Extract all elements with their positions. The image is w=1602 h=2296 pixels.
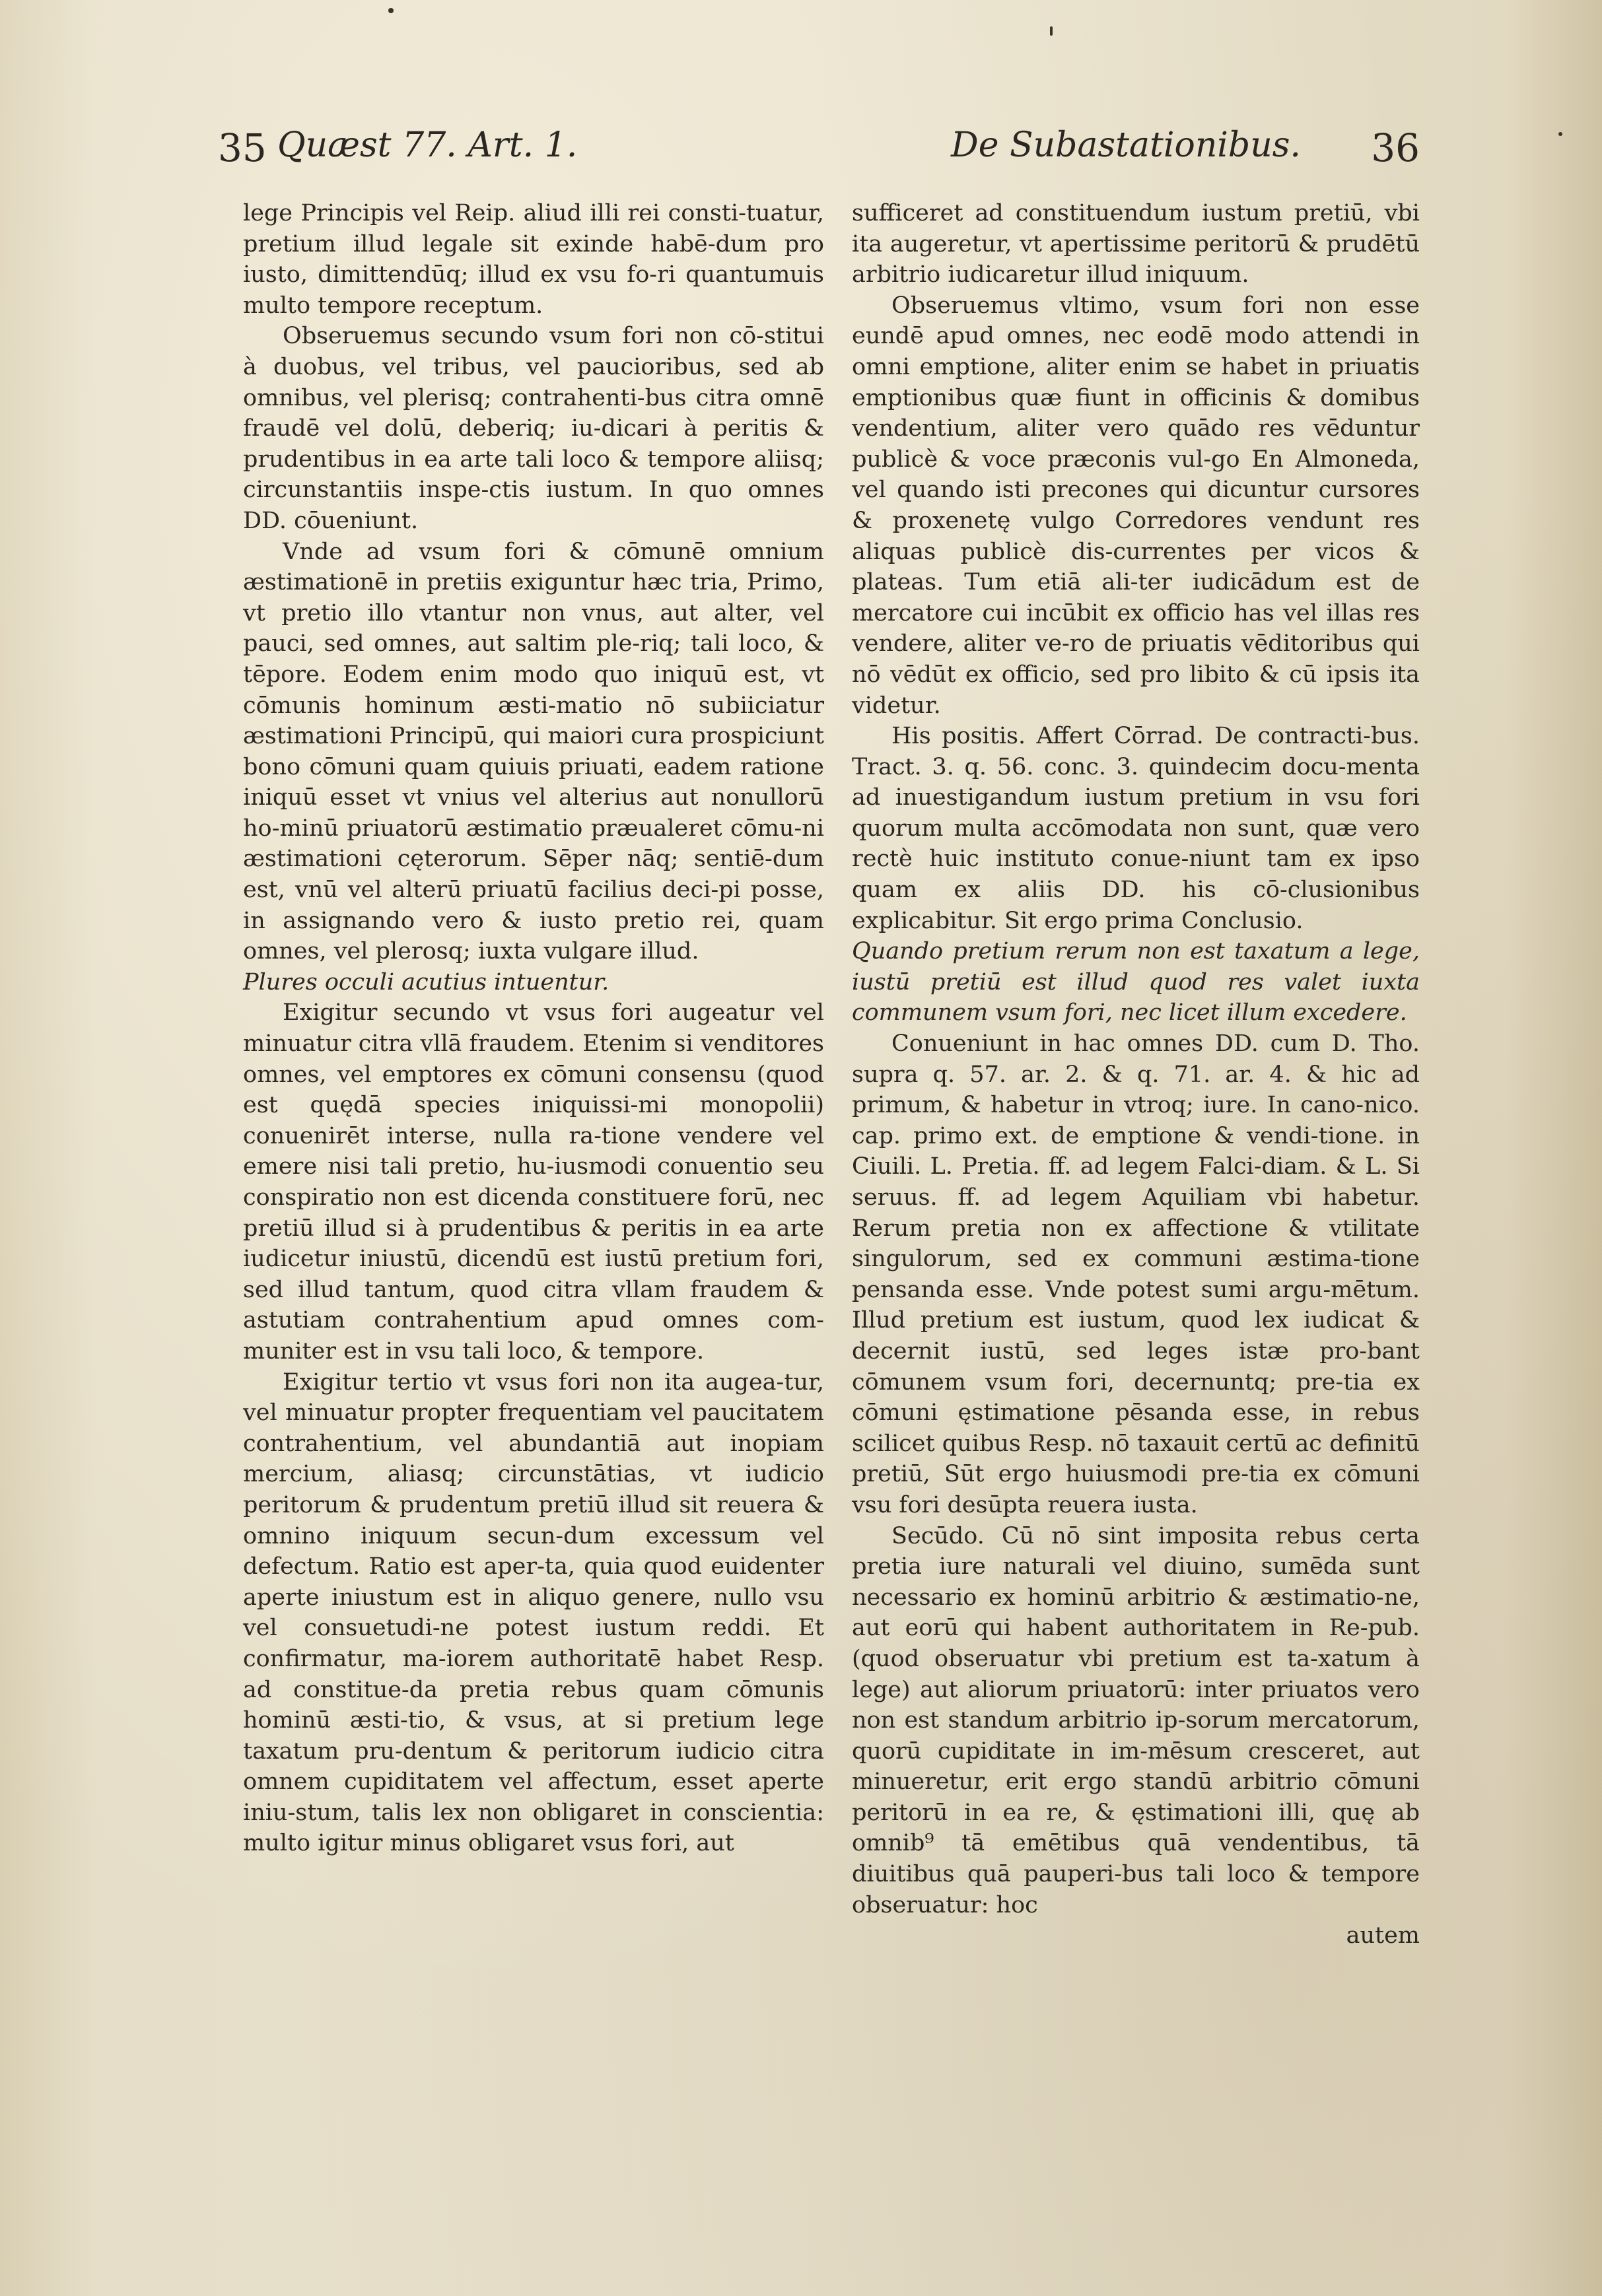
- paragraph: Exigitur tertio vt vsus fori non ita augea-tur, vel minuatur propter frequentiam vel paucitatem contrahentium, vel abundantiā aut inopiam mercium, aliasq; circunstātias, vt iudicio peritorum & prudentum pretiū illud sit reuera & omnino iniquum secun-dum excessum vel defectum. Ratio est aper-ta, quia quod euidenter aperte iniustum est in aliquo genere, nullo vsu vel consuetudi-ne potest iustum reddi. Et confirmatur, ma-iorem authoritatē habet Resp. ad constitue-da pretia rebus quam cōmunis hominū æsti-tio, & vsus, at si pretium lege taxatum pru-dentum & peritorum iudicio citra omnem cupiditatem vel affectum, esset aperte iniu-stum, talis lex non obligaret in conscientia: multo igitur minus obligaret vsus fori, aut: [243, 1368, 824, 1857]
- paragraph: Exigitur secundo vt vsus fori augeatur vel minuatur citra vllā fraudem. Etenim si venditores omnes, vel emptores ex cōmuni consensu (quod est quędā species iniquissi-mi monopolii) conuenirēt interse, nulla ra-tione vendere vel emere nisi tali pretio, hu-iusmodi conuentio seu conspiratio non est dicenda constituere forū, nec pretiū illud si à prudentibus & peritis in ea arte iudicetur iniustū, dicendū est iustū pretium fori, sed illud tantum, quod citra vllam fraudem & astutiam contrahentium apud omnes com-muniter est in vsu tali loco, & tempore.: [243, 999, 825, 1365]
- catchword: autem: [1346, 1922, 1420, 1949]
- ink-speck: [1050, 26, 1053, 36]
- paragraph: Obseruemus secundo vsum fori non cō-stitui à duobus, vel tribus, vel paucioribus, sed ab omnibus, vel plerisq; contrahenti-bus citra omnē fraudē vel dolū, deberiq; iu-dicari à peritis & prudentibus in ea arte tali loco & tempore aliisq; circunstantiis inspe-ctis iustum. In quo omnes DD. cōueniunt.: [243, 323, 824, 534]
- paragraph: sufficeret ad constituendum iustum pretiū, vbi ita augeretur, vt apertissime peritorū & prudētū arbitrio iudicaretur illud iniquum.: [852, 200, 1420, 288]
- right-column: [852, 198, 1420, 1951]
- paragraph: Vnde ad vsum fori & cōmunē omnium æstimationē in pretiis exiguntur hæc tria, Primo, vt pretio illo vtantur non vnus, aut alter, vel pauci, sed omnes, aut saltim ple-riq; tali loco, & tēpore. Eodem enim modo quo iniquū est, vt cōmunis hominum æsti-matio nō subiiciatur æstimationi Principū, qui maiori cura prospiciunt bono cōmuni quam quiuis priuati, eadem ratione iniquū esset vt vnius vel alterius aut nonullorū ho-minū priuatorū æstimatio præualeret cōmu-ni æstimationi cęterorum. Sēper nāq; sentiē-dum est, vnū vel alterū priuatū facilius deci-pi posse, in assignando vero & iusto pretio rei, quam omnes, vel plerosq; iuxta vulgare illud.: [243, 538, 824, 965]
- ink-speck: [388, 8, 394, 13]
- right-running-title: De Subastationibus.: [951, 125, 1301, 165]
- paragraph: lege Principis vel Reip. aliud illi rei consti-tuatur, pretium illud legale sit exinde habē-dum pro iusto, dimittendūq; illud ex vsu fo-ri quantumuis multo tempore receptum.: [243, 200, 824, 319]
- paragraph: Conueniunt in hac omnes DD. cum D. Tho. supra q. 57. ar. 2. & q. 71. ar. 4. & hic ad primum, & habetur in vtroq; iure. In cano-nico. cap. primo ext. de emptione & vendi-tione. in Ciuili. L. Pretia. ff. ad legem Falci-diam. & L. Si seruus. ff. ad legem Aquiliam vbi habetur. Rerum pretia non ex affectione & vtilitate singulorum, sed ex communi æstima-tione pensanda esse. Vnde potest sumi argu-mētum. Illud pretium est iustum, quod lex iudicat & decernit iustū, sed leges istæ pro-bant cōmunem vsum fori, decernuntq; pre-tia ex cōmuni ęstimatione pēsanda esse, in rebus scilicet quibus Resp. nō taxauit certū ac definitū pretiū, Sūt ergo huiusmodi pre-tia ex cōmuni vsu fori desūpta reuera iusta.: [852, 1030, 1420, 1518]
- paragraph: His positis. Affert Cōrrad. De contracti-bus. Tract. 3. q. 56. conc. 3. quindecim docu-menta ad inuestigandum iustum pretium in vsu fori quorum multa accōmodata non sunt, quæ vero rectè huic instituto conue-niunt tam ex ipso quam ex aliis DD. his cō-clusionibus explicabitur. Sit ergo prima Conclusio.: [852, 723, 1420, 934]
- right-page-number: 36: [1371, 125, 1420, 170]
- conclusion-italic: Quando pretium rerum non est taxatum a lege, iustū pretiū est illud quod res valet iuxta communem vsum fori, nec licet illum excedere.: [852, 938, 1420, 1027]
- left-page-number: 35: [218, 125, 267, 170]
- paragraph: Obseruemus vltimo, vsum fori non esse eundē apud omnes, nec eodē modo attendi in omni emptione, aliter enim se habet in priuatis emptionibus quæ fiunt in officinis & domibus vendentium, aliter vero quādo res vēduntur publicè & voce præconis vul-go En Almoneda, vel quando isti precones qui dicuntur cursores & proxenetę vulgo Corredores vendunt res aliquas publicè dis-currentes per vicos & plateas. Tum etiā ali-ter iudicādum est de mercatore cui incūbit ex officio has vel illas res vendere, aliter ve-ro de priuatis vēditoribus qui nō vēdūt ex officio, sed pro libito & cū ipsis ita videtur.: [852, 292, 1420, 719]
- italic-quote: Plures occuli acutius intuentur.: [243, 968, 609, 996]
- left-running-title: Quæst 77. Art. 1.: [277, 125, 578, 165]
- paragraph: Secūdo. Cū nō sint imposita rebus certa pretia iure naturali vel diuino, sumēda sunt necessario ex hominū arbitrio & æstimatio-ne, aut eorū qui habent authoritatem in Re-pub. (quod obseruatur vbi pretium est ta-xatum à lege) aut aliorum priuatorū: inter priuatos vero non est standum arbitrio ip-sorum mercatorum, quorū cupiditate in im-mēsum cresceret, aut minueretur, erit ergo standū arbitrio cōmuni peritorū in ea re, & ęstimationi illi, quę ab omnib⁹ tā emētibus quā vendentibus, tā diuitibus quā pauperi-bus tali loco & tempore obseruatur: hoc: [852, 1522, 1420, 1918]
- left-column: [243, 198, 824, 1859]
- running-head: [218, 125, 1420, 185]
- ink-speck: [1558, 132, 1562, 136]
